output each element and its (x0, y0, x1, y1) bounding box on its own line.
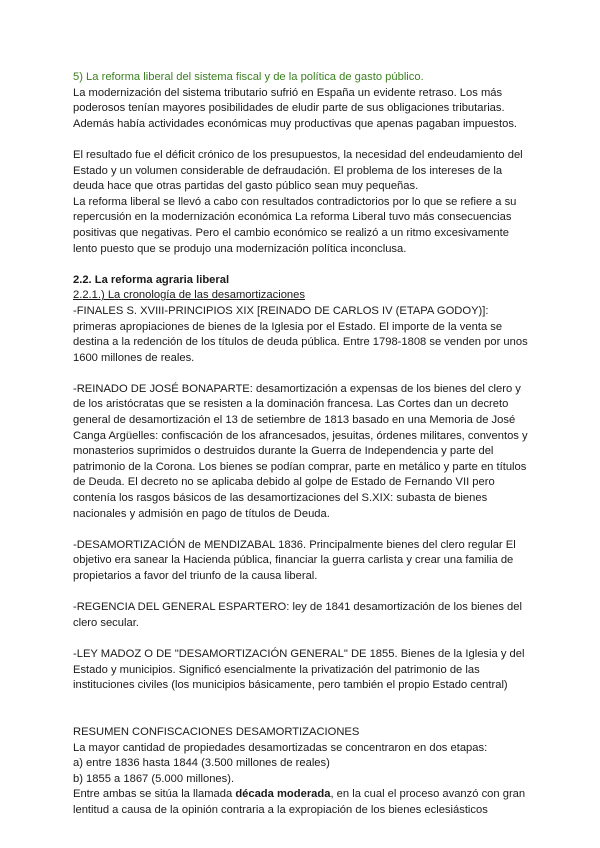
resumen-final-paragraph (73, 787, 533, 818)
paragraph-espartero: -REGENCIA DEL GENERAL ESPARTERO: ley de 1841 desamortización de los bienes del clero secular. (73, 601, 522, 629)
resumen-final-post: , en la cual el proceso avanzó con gran lentitud a causa de la opinión contraria a la expropiación de los bienes eclesiásticos (73, 788, 526, 816)
paragraph-liberal-reform: La reforma liberal se llevó a cabo con resultados contradictorios por lo que se refiere a su repercusión en la modernización económica La reforma Liberal tuvo más consecuencias positivas que negativas. Pero el cambio económico se realizó a un ritmo excesivamente lento puesto que se produjo una modernización política inconclusa. (73, 195, 517, 255)
resumen-heading: RESUMEN CONFISCACIONES DESAMORTIZACIONES (73, 725, 360, 738)
paragraph-carlos-iv: -FINALES S. XVIII-PRINCIPIOS XIX [REINADO DE CARLOS IV (ETAPA GODOY)]: primeras apropiaciones de bienes de la Iglesia por el Estado. El importe de la venta se destina a la redención de los títulos de deuda pública. Entre 1798-1808 se venden por unos 1600 millones de reales. (73, 304, 528, 364)
paragraph-mendizabal: -DESAMORTIZACIÓN de MENDIZABAL 1836. Principalmente bienes del clero regular El objetivo era sanear la Hacienda pública, financiar la guerra carlista y crear una familia de propietarios a favor del triunfo de la causa liberal. (73, 538, 516, 582)
resumen-item-a: a) entre 1836 hasta 1844 (3.500 millones de reales) (73, 757, 330, 770)
decada-moderada-term: década moderada (235, 788, 331, 801)
paragraph-tax-modernization: La modernización del sistema tributario sufrió en España un evidente retraso. Los más poderosos tenían mayores posibilidades de eludir parte de sus obligaciones tributarias. Además había actividades económicas muy productivas que apenas pagaban impuestos. (73, 86, 518, 130)
spacer (73, 132, 533, 148)
spacer (73, 694, 533, 710)
spacer (73, 366, 533, 382)
section-2-2-1-subheading: 2.2.1.) La cronología de las desamortizaciones (73, 289, 305, 302)
spacer (73, 709, 533, 725)
spacer (73, 585, 533, 601)
paragraph-jose-bonaparte: -REINADO DE JOSÉ BONAPARTE: desamortización a expensas de los bienes del clero y de los aristócratas que se resisten a la dominación francesa. Las Cortes dan un decreto general de desamortización el 13 de setiembre de 1813 basado en una Memoria de José Canga Argüelles: confiscación de los afrancesados, jesuitas, órdenes militares, conventos y monasterios suprimidos o destruidos durante la Guerra de Independencia y parte del patrimonio de la Corona. Los bienes se podían comprar, parte en metálico y parte en títulos de Deuda. El decreto no se aplicaba debido al golpe de Estado de Fernando VII pero contenía los rasgos básicos de las desamortizaciones del S.XIX: subasta de bienes nacionales y admisión en pago de títulos de Deuda. (73, 382, 528, 520)
resumen-item-b: b) 1855 a 1867 (5.000 millones). (73, 772, 235, 785)
spacer (73, 257, 533, 273)
section-2-2-heading: 2.2. La reforma agraria liberal (73, 273, 230, 286)
spacer (73, 522, 533, 538)
paragraph-deficit: El resultado fue el déficit crónico de los presupuestos, la necesidad del endeudamiento del Estado y un volumen considerable de defraudación. El problema de los intereses de la deuda hace que otras partidas del gasto público sean muy pequeñas. (73, 148, 523, 193)
section-5-heading: 5) La reforma liberal del sistema fiscal y de la política de gasto público. (73, 71, 424, 83)
spacer (73, 631, 533, 647)
resumen-intro: La mayor cantidad de propiedades desamortizadas se concentraron en dos etapas: (73, 741, 488, 754)
paragraph-madoz: -LEY MADOZ O DE "DESAMORTIZACIÓN GENERAL" DE 1855. Bienes de la Iglesia y del Estado y municipios. Significó esencialmente la privatización del patrimonio de las instituciones civiles (los municipios básicamente, pero también el propio Estado central) (73, 647, 525, 692)
document-page (73, 70, 533, 819)
resumen-final-pre: Entre ambas se sitúa la llamada (73, 788, 236, 801)
